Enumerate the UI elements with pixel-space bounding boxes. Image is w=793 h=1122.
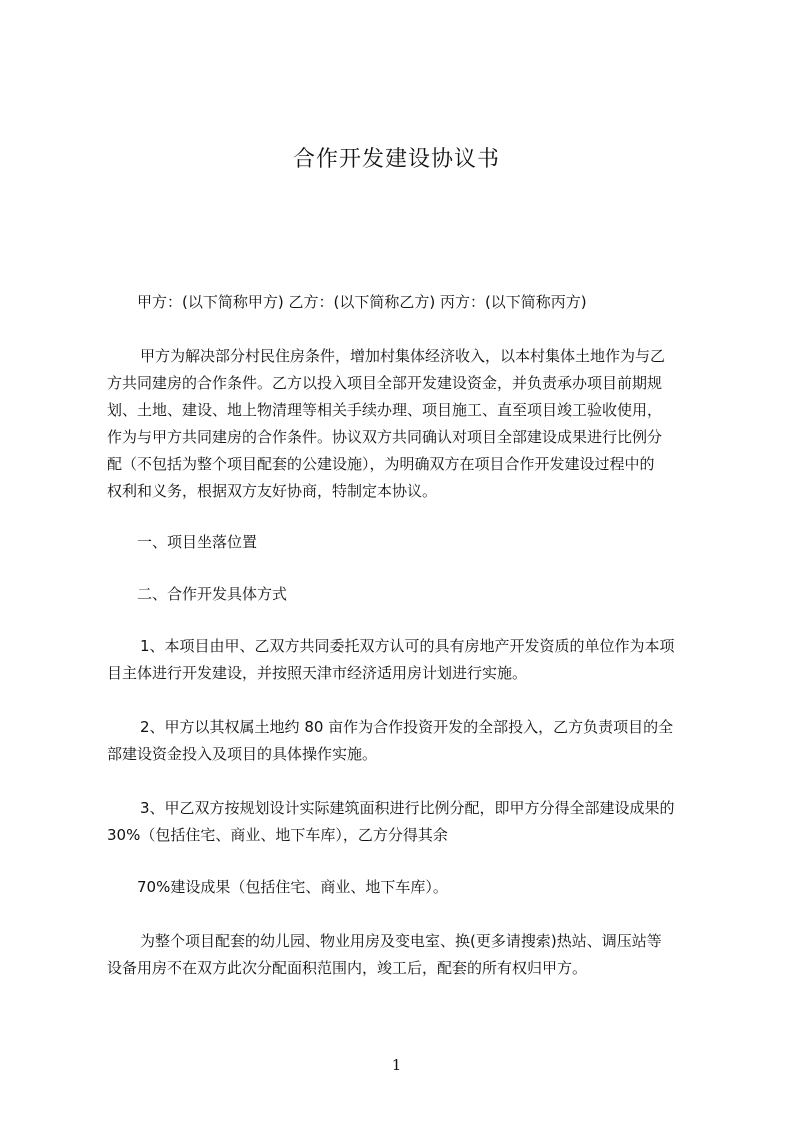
intro-line: 权利和义务，根据双方友好协商，特制定本协议。	[107, 482, 438, 500]
parties-line: 甲方：(以下简称甲方) 乙方：(以下简称乙方) 丙方：(以下简称丙方)	[137, 293, 587, 311]
document-title: 合作开发建设协议书	[292, 147, 500, 172]
clause-1-line: 1、本项目由甲、乙双方共同委托双方认可的具有房地产开发资质的单位作为本项	[140, 637, 675, 655]
intro-line: 方共同建房的合作条件。乙方以投入项目全部开发建设资金，并负责承办项目前期规	[107, 374, 663, 392]
clause-2-line: 部建设资金投入及项目的具体操作实施。	[107, 745, 378, 763]
intro-line: 配（不包括为整个项目配套的公建设施），为明确双方在项目合作开发建设过程中的	[107, 455, 655, 473]
clause-2-line: 2、甲方以其权属土地约 80 亩作为合作投资开发的全部投入，乙方负责项目的全	[140, 718, 674, 736]
clause-3-line: 3、甲乙双方按规划设计实际建筑面积进行比例分配，即甲方分得全部建设成果的	[140, 799, 675, 817]
facilities-line: 为整个项目配套的幼儿园、物业用房及变电室、换(更多请搜索)热站、调压站等	[140, 932, 662, 950]
clause-3-continuation: 70%建设成果（包括住宅、商业、地下车库）。	[137, 878, 448, 896]
intro-line: 甲方为解决部分村民住房条件，增加村集体经济收入，以本村集体土地作为与乙	[140, 347, 666, 365]
section-heading-location: 一、项目坐落位置	[137, 533, 258, 551]
section-heading-method: 二、合作开发具体方式	[137, 585, 288, 603]
intro-line: 作为与甲方共同建房的合作条件。协议双方共同确认对项目全部建设成果进行比例分	[107, 428, 663, 446]
intro-line: 划、土地、建设、地上物清理等相关手续办理、项目施工、直至项目竣工验收使用，	[107, 401, 663, 419]
facilities-line: 设备用房不在双方此次分配面积范围内，竣工后，配套的所有权归甲方。	[107, 959, 588, 977]
clause-1-line: 目主体进行开发建设，并按照天津市经济适用房计划进行实施。	[107, 664, 528, 682]
page-number: 1	[391, 1056, 402, 1074]
clause-3-line: 30%（包括住宅、商业、地下车库），乙方分得其余	[107, 826, 448, 844]
